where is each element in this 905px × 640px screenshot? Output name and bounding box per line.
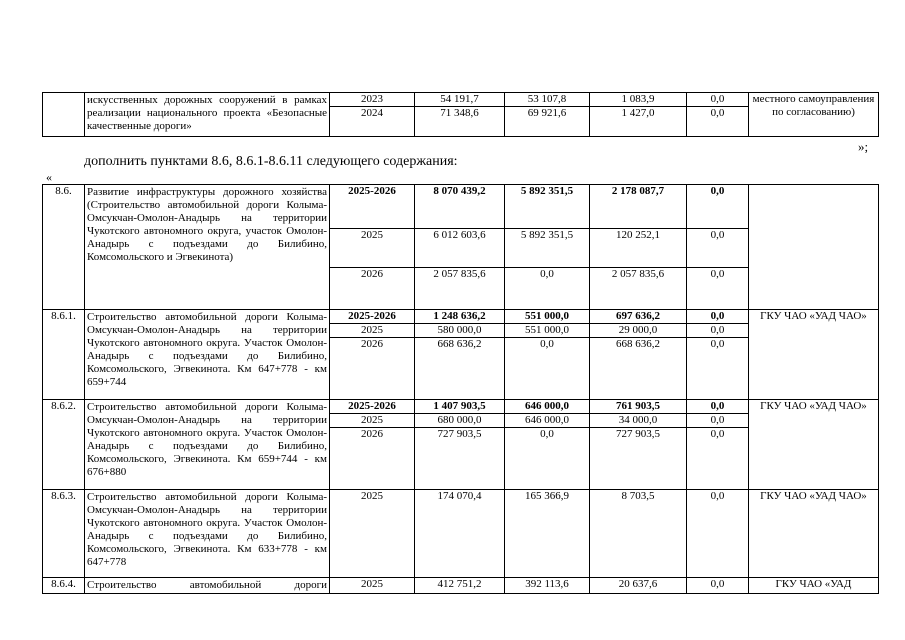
year-cell: 2025 <box>330 490 415 578</box>
amendment-paragraph: дополнить пунктами 8.6, 8.6.1-8.6.11 следующего содержания: <box>84 154 458 169</box>
local-cell: 0,0 <box>687 107 749 137</box>
item-description: искусственных дорожных сооружений в рамках реализации национального проекта «Безопасные качественные дороги» <box>85 93 330 137</box>
total-cell: 412 751,2 <box>415 578 505 594</box>
executor-cell: ГКУ ЧАО «УАД ЧАО» <box>749 490 879 578</box>
item-number-cell <box>43 93 85 137</box>
table-row <box>43 490 879 578</box>
table-row <box>43 185 879 229</box>
year-cell: 2025 <box>330 324 415 338</box>
federal-cell: 551 000,0 <box>505 324 590 338</box>
item-description: Строительство автомобильной дороги <box>85 578 330 594</box>
table-row <box>43 310 879 324</box>
year-cell: 2025 <box>330 229 415 268</box>
local-cell: 0,0 <box>687 324 749 338</box>
regional-cell: 727 903,5 <box>590 428 687 490</box>
item-description: Строительство автомобильной дороги Колыма-Омсукчан-Омолон-Анадырь на территории Чукотского автономного округа. Участок Омолон-Анадырь с подъездами до Билибино, Комсомольского, Эгвекинота. Км 659+744 - км 676+880 <box>85 400 330 490</box>
local-cell: 0,0 <box>687 229 749 268</box>
federal-cell: 69 921,6 <box>505 107 590 137</box>
local-cell: 0,0 <box>687 93 749 107</box>
federal-cell: 646 000,0 <box>505 414 590 428</box>
total-cell: 2 057 835,6 <box>415 268 505 310</box>
regional-cell: 1 083,9 <box>590 93 687 107</box>
year-cell: 2023 <box>330 93 415 107</box>
local-cell: 0,0 <box>687 400 749 414</box>
table-row <box>43 578 879 594</box>
total-cell: 174 070,4 <box>415 490 505 578</box>
federal-cell: 646 000,0 <box>505 400 590 414</box>
local-cell: 0,0 <box>687 268 749 310</box>
federal-cell: 165 366,9 <box>505 490 590 578</box>
federal-cell: 5 892 351,5 <box>505 185 590 229</box>
total-cell: 668 636,2 <box>415 338 505 400</box>
executor-cell: ГКУ ЧАО «УАД <box>749 578 879 594</box>
item-number: 8.6.3. <box>43 490 85 578</box>
item-description: Строительство автомобильной дороги Колыма-Омсукчан-Омолон-Анадырь на территории Чукотского автономного округа. Участок Омолон-Анадырь с подъездами до Билибино, Комсомольского, Эгвекинота. Км 647+778 - км 659+744 <box>85 310 330 400</box>
federal-cell: 0,0 <box>505 428 590 490</box>
total-cell: 1 407 903,5 <box>415 400 505 414</box>
closing-quote: »; <box>858 139 869 154</box>
local-cell: 0,0 <box>687 185 749 229</box>
year-cell: 2025 <box>330 578 415 594</box>
local-cell: 0,0 <box>687 490 749 578</box>
items-table <box>42 184 879 594</box>
local-cell: 0,0 <box>687 310 749 324</box>
table-row <box>43 93 879 107</box>
year-cell: 2026 <box>330 338 415 400</box>
regional-cell: 761 903,5 <box>590 400 687 414</box>
year-cell: 2024 <box>330 107 415 137</box>
previous-table <box>42 92 879 137</box>
executor-cell: ГКУ ЧАО «УАД ЧАО» <box>749 400 879 490</box>
year-cell: 2025-2026 <box>330 310 415 324</box>
federal-cell: 0,0 <box>505 338 590 400</box>
year-cell: 2025 <box>330 414 415 428</box>
item-number: 8.6.4. <box>43 578 85 594</box>
total-cell: 680 000,0 <box>415 414 505 428</box>
item-number: 8.6. <box>43 185 85 310</box>
total-cell: 71 348,6 <box>415 107 505 137</box>
total-cell: 54 191,7 <box>415 93 505 107</box>
local-cell: 0,0 <box>687 338 749 400</box>
federal-cell: 5 892 351,5 <box>505 229 590 268</box>
regional-cell: 697 636,2 <box>590 310 687 324</box>
executor-cell: ГКУ ЧАО «УАД ЧАО» <box>749 310 879 400</box>
regional-cell: 668 636,2 <box>590 338 687 400</box>
executor-cell <box>749 185 879 310</box>
local-cell: 0,0 <box>687 414 749 428</box>
item-description: Развитие инфраструктуры дорожного хозяйства (Строительство автомобильной дороги Колыма-Омсукчан-Омолон-Анадырь на территории Чукотского автономного округа, участок Омолон-Анадырь с подъездами до Билибино, Комсомольского и Эгвекинота) <box>85 185 330 310</box>
federal-cell: 551 000,0 <box>505 310 590 324</box>
regional-cell: 2 178 087,7 <box>590 185 687 229</box>
total-cell: 8 070 439,2 <box>415 185 505 229</box>
year-cell: 2025-2026 <box>330 185 415 229</box>
item-number: 8.6.1. <box>43 310 85 400</box>
year-cell: 2026 <box>330 428 415 490</box>
year-cell: 2026 <box>330 268 415 310</box>
item-number: 8.6.2. <box>43 400 85 490</box>
local-cell: 0,0 <box>687 578 749 594</box>
federal-cell: 53 107,8 <box>505 93 590 107</box>
local-cell: 0,0 <box>687 428 749 490</box>
regional-cell: 120 252,1 <box>590 229 687 268</box>
federal-cell: 392 113,6 <box>505 578 590 594</box>
regional-cell: 20 637,6 <box>590 578 687 594</box>
total-cell: 1 248 636,2 <box>415 310 505 324</box>
table-row <box>43 400 879 414</box>
regional-cell: 1 427,0 <box>590 107 687 137</box>
year-cell: 2025-2026 <box>330 400 415 414</box>
executor-cell: местного самоуправления по согласованию) <box>749 93 879 137</box>
regional-cell: 8 703,5 <box>590 490 687 578</box>
federal-cell: 0,0 <box>505 268 590 310</box>
regional-cell: 29 000,0 <box>590 324 687 338</box>
total-cell: 727 903,5 <box>415 428 505 490</box>
item-description: Строительство автомобильной дороги Колыма-Омсукчан-Омолон-Анадырь на территории Чукотского автономного округа. Участок Омолон-Анадырь с подъездами до Билибино, Комсомольского, Эгвекинота. Км 633+778 - км 647+778 <box>85 490 330 578</box>
total-cell: 6 012 603,6 <box>415 229 505 268</box>
regional-cell: 34 000,0 <box>590 414 687 428</box>
regional-cell: 2 057 835,6 <box>590 268 687 310</box>
total-cell: 580 000,0 <box>415 324 505 338</box>
opening-quote: « <box>46 170 52 184</box>
